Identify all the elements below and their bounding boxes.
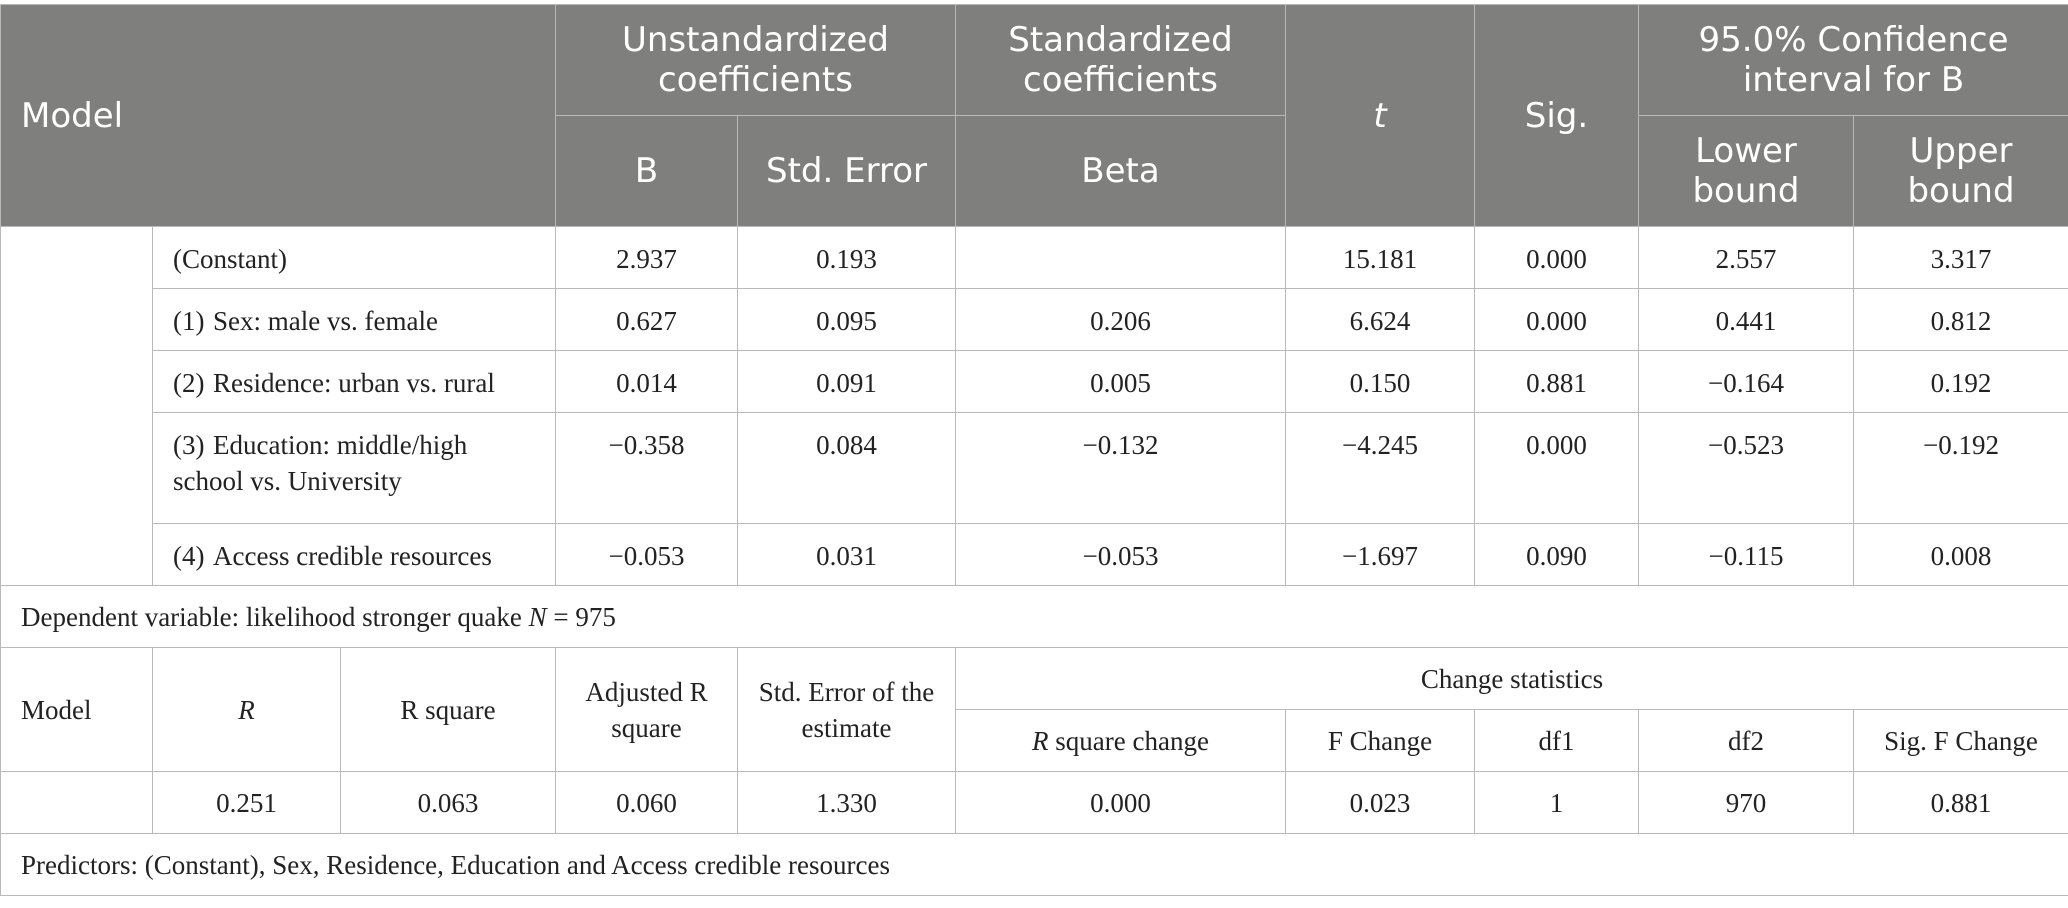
summary-std-error-est: 1.330 bbox=[738, 772, 956, 834]
header-upper-bound: Upper bound bbox=[1854, 116, 2068, 227]
cell-se: 0.091 bbox=[738, 351, 956, 413]
cell-b: −0.358 bbox=[556, 413, 738, 524]
summary-sig-f-change: 0.881 bbox=[1854, 772, 2068, 834]
row-label bbox=[153, 289, 556, 351]
dependent-variable-note bbox=[1, 586, 2068, 648]
row-label-text: Education: middle/high school vs. University bbox=[173, 430, 468, 496]
summary-header-std-error-est: Std. Error of the estimate bbox=[738, 648, 956, 772]
row-number: (1) bbox=[173, 306, 205, 336]
summary-header-r-square: R square bbox=[341, 648, 556, 772]
header-standardized: Standardized coefficients bbox=[956, 5, 1286, 116]
cell-b: 2.937 bbox=[556, 227, 738, 289]
cell-t: −1.697 bbox=[1286, 524, 1475, 586]
cell-upper: −0.192 bbox=[1854, 413, 2068, 524]
dependent-variable-text: Dependent variable: likelihood stronger quake bbox=[21, 601, 529, 632]
table-row bbox=[1, 227, 2068, 289]
cell-upper: 0.812 bbox=[1854, 289, 2068, 351]
summary-header-f-change: F Change bbox=[1286, 710, 1475, 772]
cell-t: 15.181 bbox=[1286, 227, 1475, 289]
cell-t: 0.150 bbox=[1286, 351, 1475, 413]
summary-header-sig-f-change: Sig. F Change bbox=[1854, 710, 2068, 772]
header-beta: Beta bbox=[956, 116, 1286, 227]
dependent-variable-row bbox=[1, 586, 2068, 648]
table-row bbox=[1, 413, 2068, 524]
table-row bbox=[1, 289, 2068, 351]
model-number-cell bbox=[1, 227, 153, 586]
header-t: t bbox=[1286, 5, 1475, 227]
cell-b: 0.014 bbox=[556, 351, 738, 413]
cell-b: −0.053 bbox=[556, 524, 738, 586]
row-number: (4) bbox=[173, 541, 205, 571]
predictors-note: Predictors: (Constant), Sex, Residence, Education and Access credible resources bbox=[1, 834, 2068, 896]
summary-r-square-change: 0.000 bbox=[956, 772, 1286, 834]
n-value: = 975 bbox=[546, 601, 616, 632]
summary-header-row bbox=[1, 648, 2068, 710]
cell-lower: 0.441 bbox=[1639, 289, 1854, 351]
summary-header-df1: df1 bbox=[1475, 710, 1639, 772]
summary-df2: 970 bbox=[1639, 772, 1854, 834]
coefficients-header bbox=[1, 5, 2068, 227]
row-label-text: Residence: urban vs. rural bbox=[213, 368, 495, 398]
cell-b: 0.627 bbox=[556, 289, 738, 351]
row-label bbox=[153, 413, 556, 524]
cell-beta: −0.053 bbox=[956, 524, 1286, 586]
header-sig: Sig. bbox=[1475, 5, 1639, 227]
cell-beta bbox=[956, 227, 1286, 289]
summary-header-adj-r-square: Adjusted R square bbox=[556, 648, 738, 772]
r-square-change-text: square change bbox=[1048, 725, 1209, 756]
summary-f-change: 0.023 bbox=[1286, 772, 1475, 834]
summary-df1: 1 bbox=[1475, 772, 1639, 834]
cell-se: 0.193 bbox=[738, 227, 956, 289]
cell-sig: 0.000 bbox=[1475, 227, 1639, 289]
cell-upper: 0.192 bbox=[1854, 351, 2068, 413]
cell-sig: 0.000 bbox=[1475, 413, 1639, 524]
cell-beta: −0.132 bbox=[956, 413, 1286, 524]
header-ci: 95.0% Confidence interval for B bbox=[1639, 5, 2068, 116]
cell-lower: −0.115 bbox=[1639, 524, 1854, 586]
summary-header-model: Model bbox=[1, 648, 153, 772]
cell-lower: −0.164 bbox=[1639, 351, 1854, 413]
row-number: (2) bbox=[173, 368, 205, 398]
summary-r-square: 0.063 bbox=[341, 772, 556, 834]
cell-lower: 2.557 bbox=[1639, 227, 1854, 289]
row-number: (3) bbox=[173, 430, 205, 460]
summary-header-change-stats: Change statistics bbox=[956, 648, 2068, 710]
summary-data-row bbox=[1, 772, 2068, 834]
cell-upper: 3.317 bbox=[1854, 227, 2068, 289]
cell-se: 0.095 bbox=[738, 289, 956, 351]
cell-se: 0.084 bbox=[738, 413, 956, 524]
row-label-text: Access credible resources bbox=[213, 541, 492, 571]
header-std-error: Std. Error bbox=[738, 116, 956, 227]
row-label bbox=[153, 524, 556, 586]
table-row bbox=[1, 524, 2068, 586]
cell-sig: 0.000 bbox=[1475, 289, 1639, 351]
summary-model bbox=[1, 772, 153, 834]
cell-se: 0.031 bbox=[738, 524, 956, 586]
header-unstandardized: Unstandardized coefficients bbox=[556, 5, 956, 116]
cell-sig: 0.881 bbox=[1475, 351, 1639, 413]
summary-r: 0.251 bbox=[153, 772, 341, 834]
row-label bbox=[153, 227, 556, 289]
n-label: N bbox=[528, 601, 547, 632]
header-lower-bound: Lower bound bbox=[1639, 116, 1854, 227]
cell-beta: 0.005 bbox=[956, 351, 1286, 413]
cell-sig: 0.090 bbox=[1475, 524, 1639, 586]
header-b: B bbox=[556, 116, 738, 227]
cell-t: −4.245 bbox=[1286, 413, 1475, 524]
summary-header-df2: df2 bbox=[1639, 710, 1854, 772]
header-model: Model bbox=[1, 5, 556, 227]
cell-beta: 0.206 bbox=[956, 289, 1286, 351]
row-label-text: Sex: male vs. female bbox=[213, 306, 438, 336]
regression-table bbox=[0, 4, 2068, 896]
predictors-row bbox=[1, 834, 2068, 896]
cell-lower: −0.523 bbox=[1639, 413, 1854, 524]
table-row bbox=[1, 351, 2068, 413]
summary-header-r-square-change bbox=[956, 710, 1286, 772]
r-italic: R bbox=[1032, 725, 1049, 756]
summary-adj-r-square: 0.060 bbox=[556, 772, 738, 834]
summary-header-r: R bbox=[153, 648, 341, 772]
cell-upper: 0.008 bbox=[1854, 524, 2068, 586]
row-label-text: (Constant) bbox=[173, 244, 287, 274]
row-label bbox=[153, 351, 556, 413]
cell-t: 6.624 bbox=[1286, 289, 1475, 351]
